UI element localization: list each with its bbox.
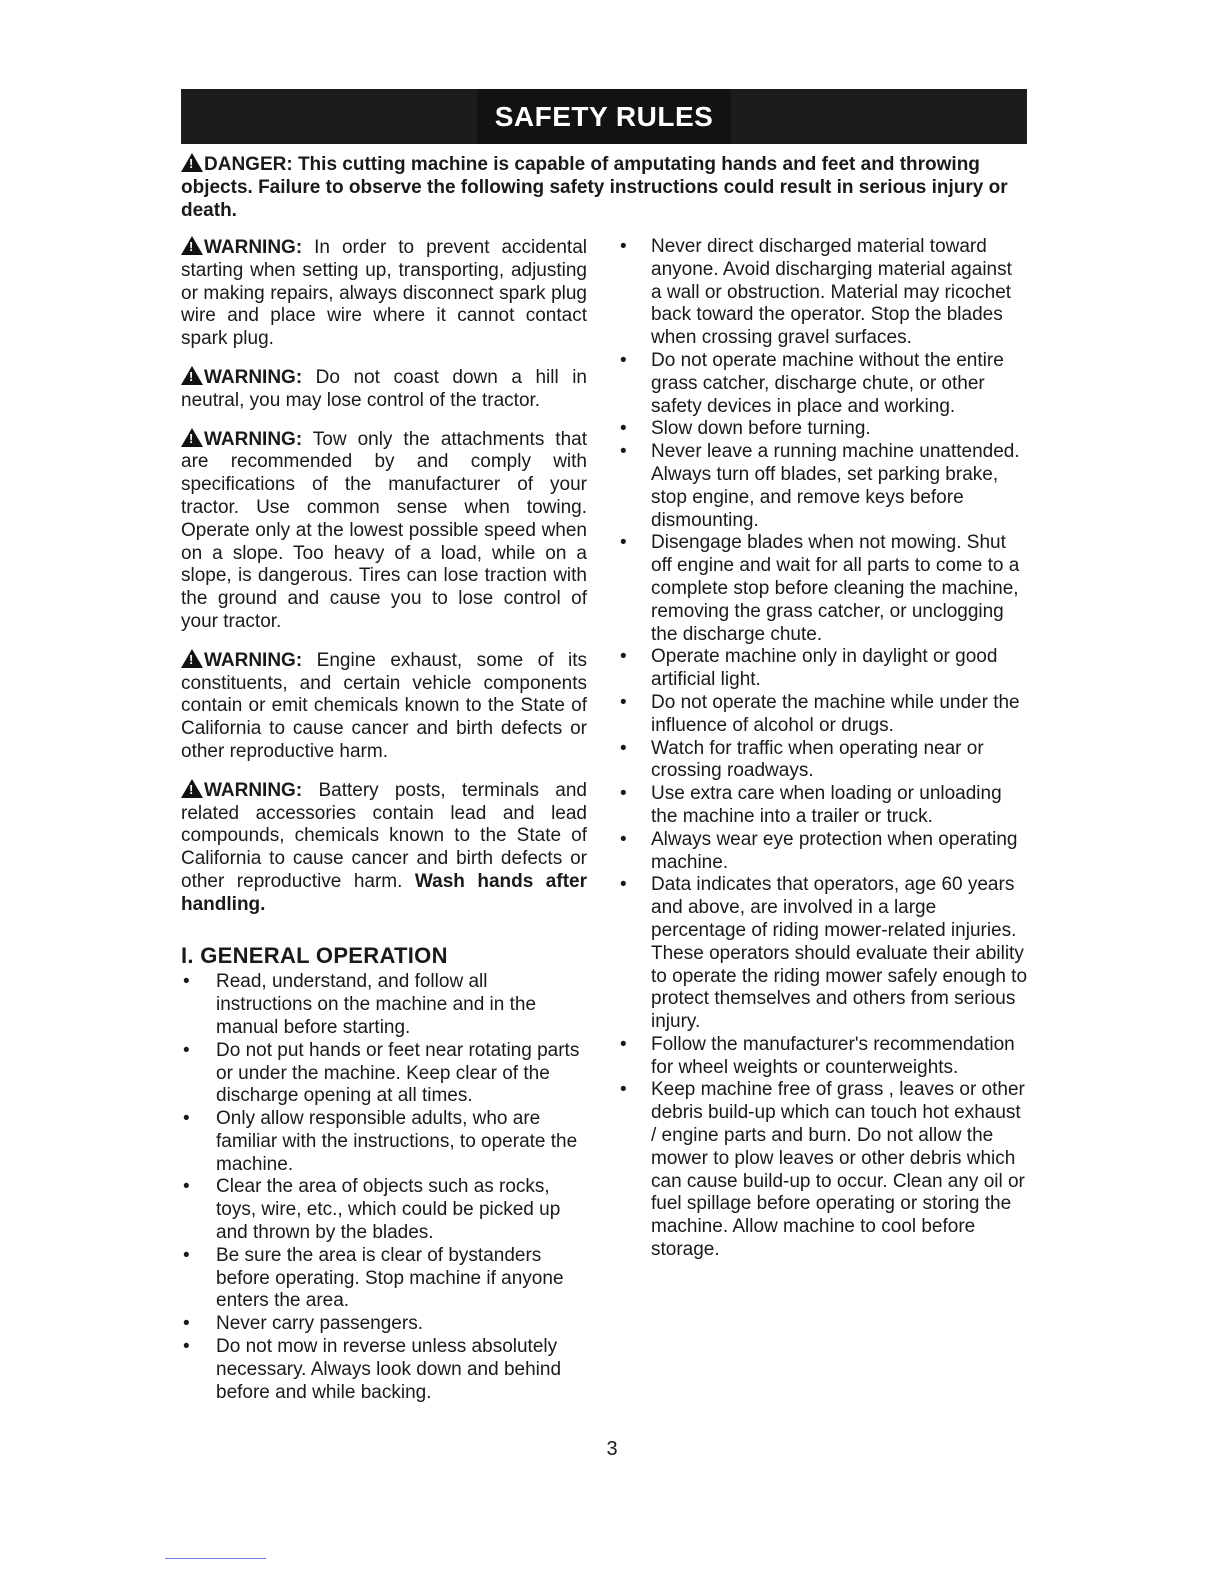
list-item-text: Only allow responsible adults, who are familiar with the instructions, to operate the machine. [216, 1108, 578, 1175]
warning-text: In order to prevent accidental starting when setting up, transporting, adjusting or making repairs, always disconnect spark plug wire and place wire where it cannot contact spark plug. [181, 237, 587, 350]
warning-text: Battery posts, terminals and related accessories contain lead and lead compounds, chemicals known to the State of California to cause cancer and birth defects or other reproductive harm. [181, 779, 587, 892]
right-column [618, 236, 1027, 1262]
list-item [618, 783, 1027, 829]
warning-paragraph [181, 366, 587, 413]
warning-paragraph [181, 779, 587, 917]
bullet-icon: • [620, 783, 627, 805]
bullet-icon: • [620, 441, 627, 463]
list-item [181, 1245, 587, 1313]
list-item-text: Do not operate the machine while under the influence of alcohol or drugs. [651, 691, 1020, 736]
danger-text: This cutting machine is capable of amputating hands and feet and throwing objects. Failure to observe the following safety instructions could result in serious injury or death. [181, 154, 1008, 221]
list-item-text: Do not put hands or feet near rotating parts or under the machine. Keep clear of the discharge opening at all times. [216, 1039, 580, 1107]
list-item-text: Slow down before turning. [651, 418, 871, 440]
page-title: SAFETY RULES [477, 89, 732, 144]
bullet-icon: • [620, 349, 627, 371]
list-item [618, 646, 1027, 692]
list-item-text: Do not mow in reverse unless absolutely necessary. Always look down and behind before and while backing. [216, 1336, 562, 1403]
page-number: 3 [606, 1438, 618, 1460]
list-item-text: Disengage blades when not mowing. Shut off engine and wait for all parts to come to a complete stop before cleaning the machine, removing the grass catcher, or unclogging the discharge chute. [651, 532, 1020, 645]
bullet-icon: • [620, 418, 627, 440]
warning-triangle-icon [181, 153, 203, 172]
footer-rule [165, 1558, 266, 1559]
bullet-icon: • [183, 1039, 190, 1061]
list-item-text: Never carry passengers. [216, 1313, 423, 1335]
list-item [618, 829, 1027, 875]
list-item [618, 350, 1027, 418]
warning-text: Engine exhaust, some of its constituents, and certain vehicle components contain or emit chemicals known to the State of California to cause cancer and birth defects or other reproductive harm. [181, 649, 587, 762]
bullet-icon: • [620, 532, 627, 554]
warning-text: Tow only the attachments that are recommended by and comply with specifications of the manufacturer of your tractor. Use common sense when towing. Operate only at the lowest possible speed when on a slope. Too heavy of a load, while on a slope, is dangerous. Tires can lose traction with the ground and cause you to lose control of your tractor. [181, 428, 587, 632]
list-item-text: Follow the manufacturer's recommendation for wheel weights or counterweights. [651, 1033, 1015, 1078]
list-item [618, 874, 1027, 1034]
list-item [181, 1176, 587, 1244]
list-item-text: Operate machine only in daylight or good artificial light. [651, 646, 998, 691]
warning-label: WARNING: [204, 428, 303, 450]
warning-triangle-icon [181, 366, 203, 385]
general-operation-list [181, 971, 587, 1404]
warning-triangle-icon [181, 779, 203, 798]
bullet-icon: • [620, 236, 627, 257]
list-item-text: Never direct discharged material toward anyone. Avoid discharging material against a wall or obstruction. Material may ricochet back toward the operator. Stop the blades when crossing gravel surfaces. [651, 236, 1012, 349]
warning-emphasis: Wash hands after handling. [181, 870, 587, 915]
list-item-text: Always wear eye protection when operating machine. [651, 828, 1018, 873]
warning-triangle-icon [181, 649, 203, 668]
warning-paragraph [181, 236, 587, 351]
bullet-icon: • [620, 737, 627, 759]
warning-text: Do not coast down a hill in neutral, you may lose control of the tractor. [181, 366, 587, 411]
bullet-icon: • [620, 1033, 627, 1055]
list-item [618, 532, 1027, 646]
bullet-icon: • [620, 1079, 627, 1101]
bullet-icon: • [183, 1108, 190, 1130]
list-item-text: Do not operate machine without the entire grass catcher, discharge chute, or other safety devices in place and working. [651, 349, 1004, 417]
bullet-icon: • [183, 1176, 190, 1198]
list-item-text: Never leave a running machine unattended. Always turn off blades, set parking brake, stop engine, and remove keys before dismounting. [651, 441, 1020, 531]
warning-triangle-icon [181, 236, 203, 255]
bullet-icon: • [183, 1244, 190, 1266]
warning-triangle-icon [181, 428, 203, 447]
danger-label: DANGER: [204, 154, 293, 175]
list-item-text: Keep machine free of grass , leaves or other debris build-up which can touch hot exhaust / engine parts and burn. Do not allow the mower to plow leaves or other debris which can cause build-up to occur. Clean any oil or fuel spillage before operating or storing the machine. Allow machine to cool before storage. [651, 1079, 1025, 1261]
left-column [181, 236, 587, 1404]
bullet-icon: • [183, 1336, 190, 1358]
section-heading: I. GENERAL OPERATION [181, 942, 448, 968]
bullet-icon: • [620, 828, 627, 850]
danger-notice [181, 153, 1027, 222]
bullet-icon: • [620, 691, 627, 713]
list-item [618, 236, 1027, 350]
list-item-text: Be sure the area is clear of bystanders before operating. Stop machine if anyone enters the area. [216, 1244, 564, 1312]
warning-label: WARNING: [204, 237, 303, 258]
bullet-icon: • [620, 646, 627, 668]
list-item-text: Clear the area of objects such as rocks, toys, wire, etc., which could be picked up and thrown by the blades. [216, 1176, 561, 1244]
list-item-text: Data indicates that operators, age 60 years and above, are involved in a large percentage of riding mower-related injuries. These operators should evaluate their ability to operate the riding mower safely enough to protect themselves and others from serious injury. [651, 874, 1028, 1033]
warning-label: WARNING: [204, 649, 303, 671]
general-operation-list-continued [618, 236, 1027, 1262]
list-item [618, 418, 1027, 441]
list-item [618, 1079, 1027, 1261]
list-item [181, 1313, 587, 1336]
list-item [618, 692, 1027, 738]
list-item-text: Read, understand, and follow all instructions on the machine and in the manual before starting. [216, 971, 537, 1038]
warning-label: WARNING: [204, 366, 303, 388]
warning-paragraph [181, 649, 587, 764]
list-item [618, 738, 1027, 784]
list-item-text: Watch for traffic when operating near or crossing roadways. [651, 737, 984, 782]
bullet-icon: • [620, 874, 627, 896]
bullet-icon: • [183, 971, 190, 993]
warning-paragraph [181, 428, 587, 634]
bullet-icon: • [183, 1313, 190, 1335]
list-item [181, 1108, 587, 1176]
list-item [181, 1040, 587, 1108]
list-item [181, 971, 587, 1039]
warning-label: WARNING: [204, 779, 303, 801]
list-item [181, 1336, 587, 1404]
list-item-text: Use extra care when loading or unloading the machine into a trailer or truck. [651, 783, 1002, 827]
list-item [618, 441, 1027, 532]
section-banner [181, 89, 1027, 144]
list-item [618, 1034, 1027, 1080]
